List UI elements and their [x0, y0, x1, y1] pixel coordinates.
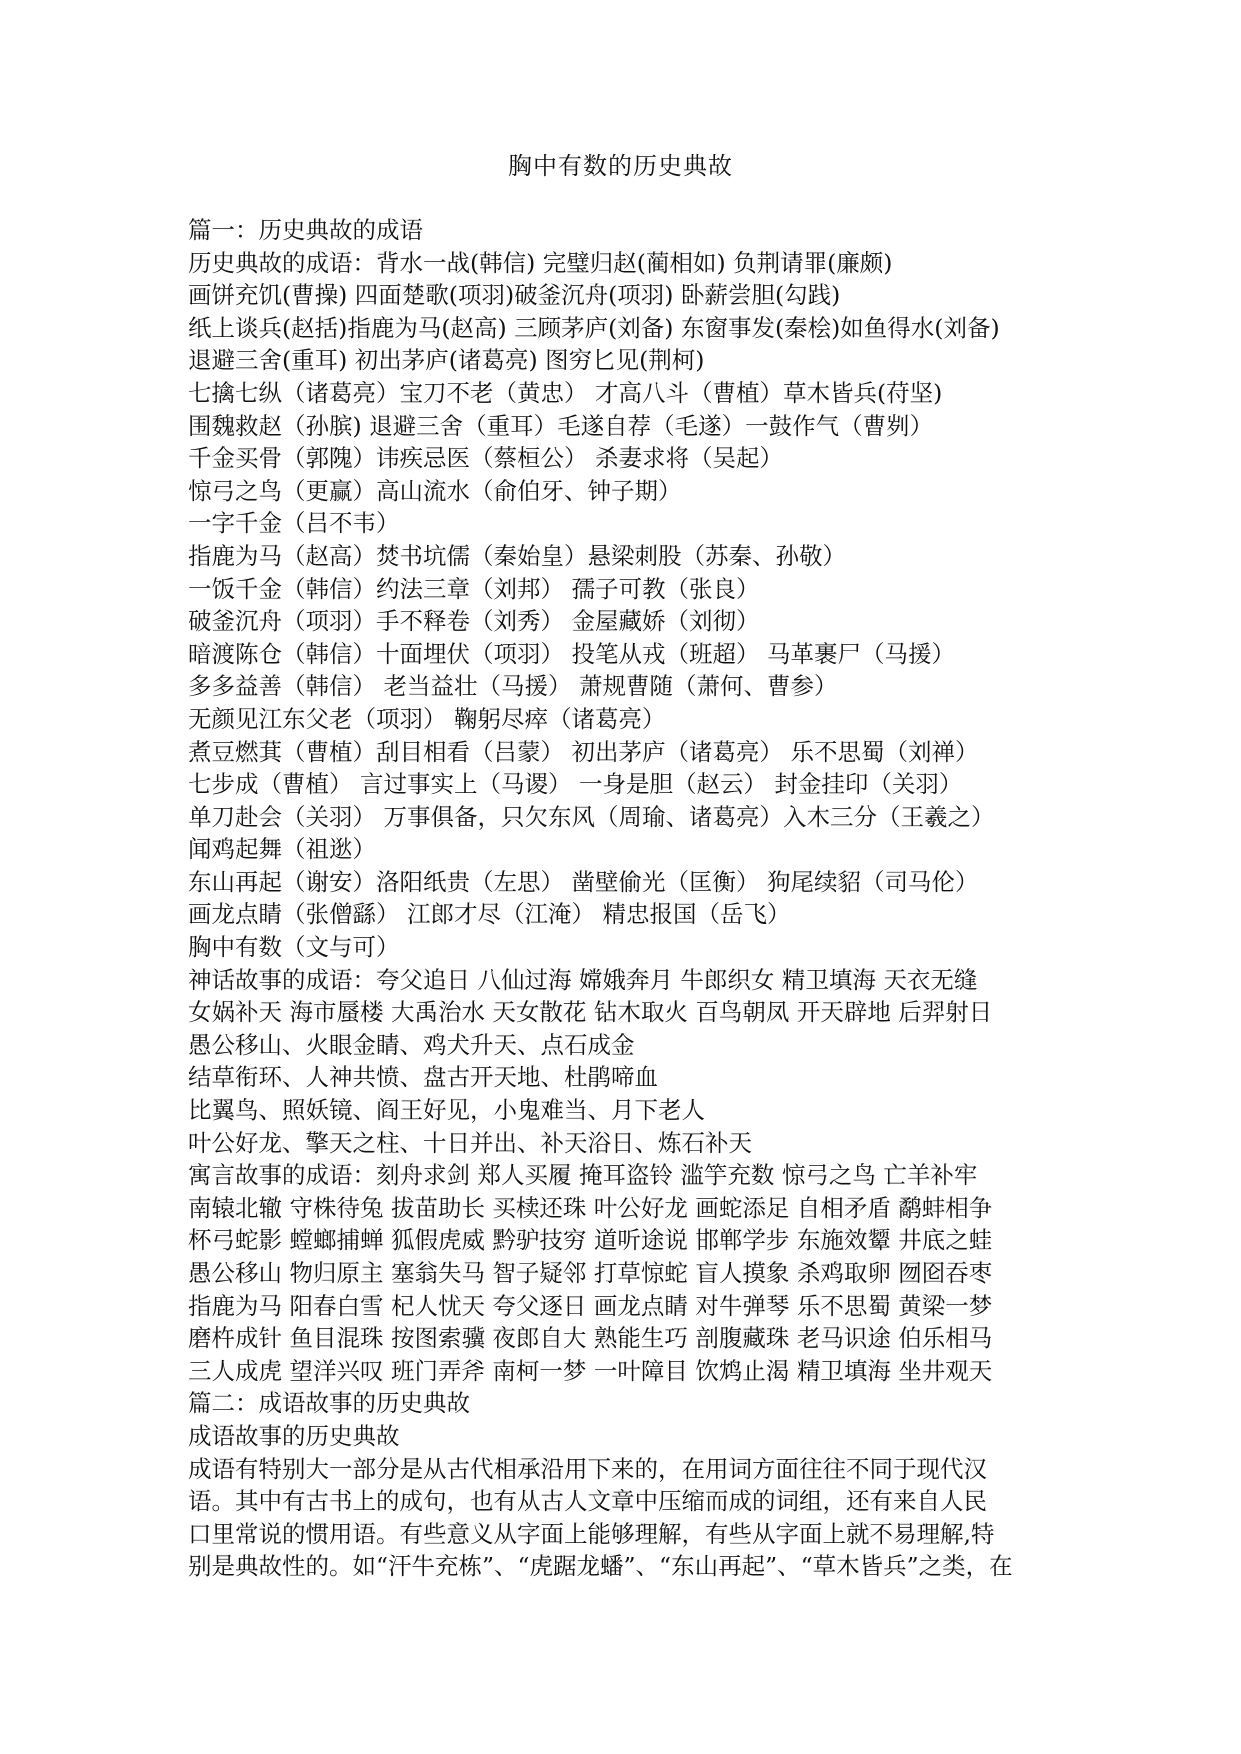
text-line: 杯弓蛇影 螳螂捕蝉 狐假虎威 黔驴技穷 道听途说 邯郸学步 东施效颦 井底之蛙	[188, 1226, 993, 1255]
text-line: 寓言故事的成语：刻舟求剑 郑人买履 掩耳盗铃 滥竽充数 惊弓之鸟 亡羊补牢	[188, 1161, 978, 1190]
text-line: 东山再起（谢安）洛阳纸贵（左思） 凿壁偷光（匡衡） 狗尾续貂（司马伦）	[188, 867, 979, 896]
text-line: 画饼充饥(曹操) 四面楚歌(项羽)破釜沉舟(项羽) 卧薪尝胆(勾践)	[188, 281, 841, 310]
text-line: 比翼鸟、照妖镜、阎王好见，小鬼难当、月下老人	[188, 1096, 705, 1125]
text-line: 愚公移山 物归原主 塞翁失马 智子疑邻 打草惊蛇 盲人摸象 杀鸡取卵 囫囵吞枣	[188, 1259, 993, 1287]
text-line: 退避三舍(重耳) 初出茅庐(诸葛亮) 图穷匕见(荆柯)	[188, 346, 705, 375]
text-line: 愚公移山、火眼金睛、鸡犬升天、点石成金	[188, 1030, 635, 1059]
text-line: 一饭千金（韩信）约法三章（刘邦） 孺子可教（张良）	[188, 574, 760, 603]
text-line: 单刀赴会（关羽） 万事俱备，只欠东风（周瑜、诸葛亮）入木三分（王羲之）	[188, 802, 995, 831]
text-line: 结草衔环、人神共愤、盘古开天地、杜鹃啼血	[188, 1063, 658, 1092]
text-line: 磨杵成针 鱼目混珠 按图索骥 夜郎自大 熟能生巧 剖腹藏珠 老马识途 伯乐相马	[188, 1324, 993, 1353]
text-line: 七步成（曹植） 言过事实上（马谡） 一身是胆（赵云） 封金挂印（关羽）	[188, 770, 963, 799]
text-line: 女娲补天 海市蜃楼 大禹治水 天女散花 钻木取火 百鸟朝凤 开天辟地 后羿射日	[188, 998, 993, 1027]
text-line: 南辕北辙 守株待兔 拔苗助长 买椟还珠 叶公好龙 画蛇添足 自相矛盾 鹬蚌相争	[188, 1193, 993, 1222]
text-line: 七擒七纵（诸葛亮）宝刀不老（黄忠） 才高八斗（曹植）草木皆兵(苻坚)	[188, 378, 943, 407]
text-line: 成语有特别大一部分是从古代相承沿用下来的，在用词方面往往不同于现代汉	[188, 1454, 987, 1483]
document-title: 胸中有数的历史典故	[508, 152, 733, 180]
text-line: 指鹿为马（赵高）焚书坑儒（秦始皇）悬梁刺股（苏秦、孙敬）	[188, 541, 846, 570]
text-line: 暗渡陈仓（韩信）十面埋伏（项羽） 投笔从戎（班超） 马革裹尸（马援）	[188, 639, 955, 668]
text-line: 闻鸡起舞（祖逖）	[188, 835, 376, 864]
text-line: 口里常说的惯用语。有些意义从字面上能够理解，有些从字面上就不易理解,特	[188, 1519, 995, 1548]
text-line: 千金买骨（郭隗）讳疾忌医（蔡桓公） 杀妻求将（吴起）	[188, 444, 783, 473]
text-line: 指鹿为马 阳春白雪 杞人忧天 夸父逐日 画龙点睛 对牛弹琴 乐不思蜀 黄梁一梦	[188, 1291, 993, 1320]
text-line: 叶公好龙、擎天之柱、十日并出、补天浴日、炼石补天	[188, 1128, 752, 1157]
text-line: 多多益善（韩信） 老当益壮（马援） 萧规曹随（萧何、曹参）	[188, 672, 838, 701]
text-line: 神话故事的成语：夸父追日 八仙过海 嫦娥奔月 牛郎织女 精卫填海 天衣无缝	[188, 965, 978, 994]
text-line: 纸上谈兵(赵括)指鹿为马(赵高) 三顾茅庐(刘备) 东窗事发(秦桧)如鱼得水(刘备)	[188, 313, 1000, 342]
text-line: 篇二：成语故事的历史典故	[188, 1389, 470, 1418]
text-line: 别是典故性的。如“汗牛充栋”、“虎踞龙蟠”、“东山再起”、“草木皆兵”之类，在	[188, 1552, 1013, 1581]
text-line: 成语故事的历史典故	[188, 1421, 400, 1450]
text-line: 围魏救赵（孙膑) 退避三舍（重耳）毛遂自荐（毛遂）一鼓作气（曹刿）	[188, 411, 934, 440]
text-line: 一字千金（吕不韦）	[188, 509, 400, 538]
text-line: 破釜沉舟（项羽）手不释卷（刘秀） 金屋藏娇（刘彻）	[188, 607, 760, 636]
text-line: 画龙点睛（张僧繇） 江郎才尽（江淹） 精忠报国（岳飞）	[188, 900, 791, 929]
text-line: 惊弓之鸟（更赢）高山流水（俞伯牙、钟子期）	[188, 476, 682, 505]
text-line: 历史典故的成语：背水一战(韩信) 完璧归赵(蔺相如) 负荆请罪(廉颇)	[188, 248, 893, 277]
text-line: 篇一：历史典故的成语	[188, 216, 423, 244]
text-line: 胸中有数（文与可）	[188, 933, 400, 962]
text-line: 三人成虎 望洋兴叹 班门弄斧 南柯一梦 一叶障目 饮鸩止渴 精卫填海 坐井观天	[188, 1356, 993, 1385]
text-line: 无颜见江东父老（项羽） 鞠躬尽瘁（诸葛亮）	[188, 704, 666, 733]
document-body	[188, 214, 1068, 1583]
text-line: 煮豆燃萁（曹植）刮目相看（吕蒙） 初出茅庐（诸葛亮） 乐不思蜀（刘禅）	[188, 737, 979, 766]
text-line: 语。其中有古书上的成句，也有从古人文章中压缩而成的词组，还有来自人民	[188, 1487, 987, 1516]
